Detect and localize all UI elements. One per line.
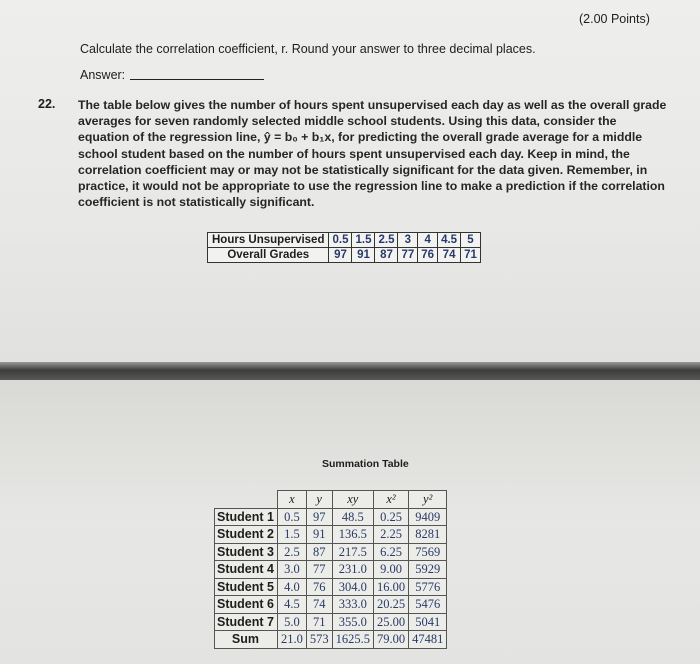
table-row (215, 578, 447, 596)
q21-prompt: Calculate the correlation coefficient, r. Round your answer to three decimal places. (80, 42, 536, 56)
table-cell: 91 (352, 248, 375, 263)
table-cell: 7569 (409, 543, 447, 561)
table-cell: 355.0 (332, 613, 373, 631)
table-cell: 87 (375, 248, 398, 263)
table-cell: 573 (306, 631, 332, 649)
corner-cell (215, 491, 278, 509)
table-cell: 76 (306, 578, 332, 596)
table-cell: 5929 (409, 561, 447, 579)
table-cell: 6.25 (373, 543, 408, 561)
table-cell: 97 (329, 248, 352, 263)
table-row (208, 248, 481, 263)
table-row (215, 508, 447, 526)
summation-table (214, 490, 447, 649)
table-cell: 91 (306, 526, 332, 544)
table-cell: 0.5 (277, 508, 306, 526)
table-cell: 1625.5 (332, 631, 373, 649)
table-cell: 47481 (409, 631, 447, 649)
table-cell: 2.5 (375, 233, 398, 248)
row-label: Student 3 (215, 543, 278, 561)
column-header: y² (409, 491, 447, 509)
row-label: Hours Unsupervised (208, 233, 329, 248)
table-row (215, 526, 447, 544)
table-cell: 5041 (409, 613, 447, 631)
table-cell: 97 (306, 508, 332, 526)
table-cell: 8281 (409, 526, 447, 544)
table-cell: 20.25 (373, 596, 408, 614)
table-cell: 304.0 (332, 578, 373, 596)
row-label: Student 2 (215, 526, 278, 544)
table-cell: 25.00 (373, 613, 408, 631)
table-cell: 4.5 (277, 596, 306, 614)
table-row (215, 543, 447, 561)
answer-blank[interactable] (130, 79, 264, 80)
table-cell: 136.5 (332, 526, 373, 544)
row-label: Student 5 (215, 578, 278, 596)
answer-label: Answer: (80, 68, 126, 82)
table-cell: 4 (418, 233, 438, 248)
table-cell: 76 (418, 248, 438, 263)
table-cell: 5776 (409, 578, 447, 596)
table-cell: 48.5 (332, 508, 373, 526)
question-text: The table below gives the number of hours spent unsupervised each day as well as the overall grade averages for seven randomly selected middle school students. Using this data, consider the equation of the regression line, ŷ = b₀ + b₁x, for predicting the overall grade average for a middle school student based on the number of hours spent unsupervised each day. Keep in mind, the correlation coefficient may or may not be statistically significant for the data given. Remember, in practice, it would not be appropriate to use the regression line to make a prediction if the correlation coefficient is not statistically significant. (78, 98, 667, 210)
table-cell: 2.25 (373, 526, 408, 544)
header-row (215, 491, 447, 509)
table-cell: 0.25 (373, 508, 408, 526)
data-table (207, 232, 481, 263)
column-header: y (306, 491, 332, 509)
table-cell: 74 (438, 248, 461, 263)
row-label: Sum (215, 631, 278, 649)
row-label: Overall Grades (208, 248, 329, 263)
table-cell: 1.5 (352, 233, 375, 248)
table-cell: 3 (398, 233, 418, 248)
column-header: x (277, 491, 306, 509)
table-row (215, 613, 447, 631)
table-cell: 77 (398, 248, 418, 263)
table-cell: 3.0 (277, 561, 306, 579)
table-cell: 77 (306, 561, 332, 579)
table-cell: 217.5 (332, 543, 373, 561)
table-cell: 74 (306, 596, 332, 614)
points-label: (2.00 Points) (579, 12, 650, 26)
column-header: xy (332, 491, 373, 509)
table-cell: 87 (306, 543, 332, 561)
row-label: Student 7 (215, 613, 278, 631)
table-cell: 5476 (409, 596, 447, 614)
table-row (208, 233, 481, 248)
table-cell: 1.5 (277, 526, 306, 544)
page-divider (0, 362, 700, 380)
table-cell: 4.0 (277, 578, 306, 596)
table-cell: 5.0 (277, 613, 306, 631)
table-cell: 16.00 (373, 578, 408, 596)
table-cell: 71 (461, 248, 481, 263)
table-cell: 9.00 (373, 561, 408, 579)
table-cell: 71 (306, 613, 332, 631)
table-row (215, 561, 447, 579)
table-cell: 2.5 (277, 543, 306, 561)
sum-row (215, 631, 447, 649)
question-number: 22. (38, 97, 56, 111)
table-cell: 9409 (409, 508, 447, 526)
table-cell: 333.0 (332, 596, 373, 614)
table-cell: 4.5 (438, 233, 461, 248)
table-cell: 231.0 (332, 561, 373, 579)
column-header: x² (373, 491, 408, 509)
summation-caption: Summation Table (322, 458, 409, 470)
table-cell: 21.0 (277, 631, 306, 649)
row-label: Student 6 (215, 596, 278, 614)
table-cell: 0.5 (329, 233, 352, 248)
table-row (215, 596, 447, 614)
row-label: Student 1 (215, 508, 278, 526)
row-label: Student 4 (215, 561, 278, 579)
table-cell: 5 (461, 233, 481, 248)
table-cell: 79.00 (373, 631, 408, 649)
